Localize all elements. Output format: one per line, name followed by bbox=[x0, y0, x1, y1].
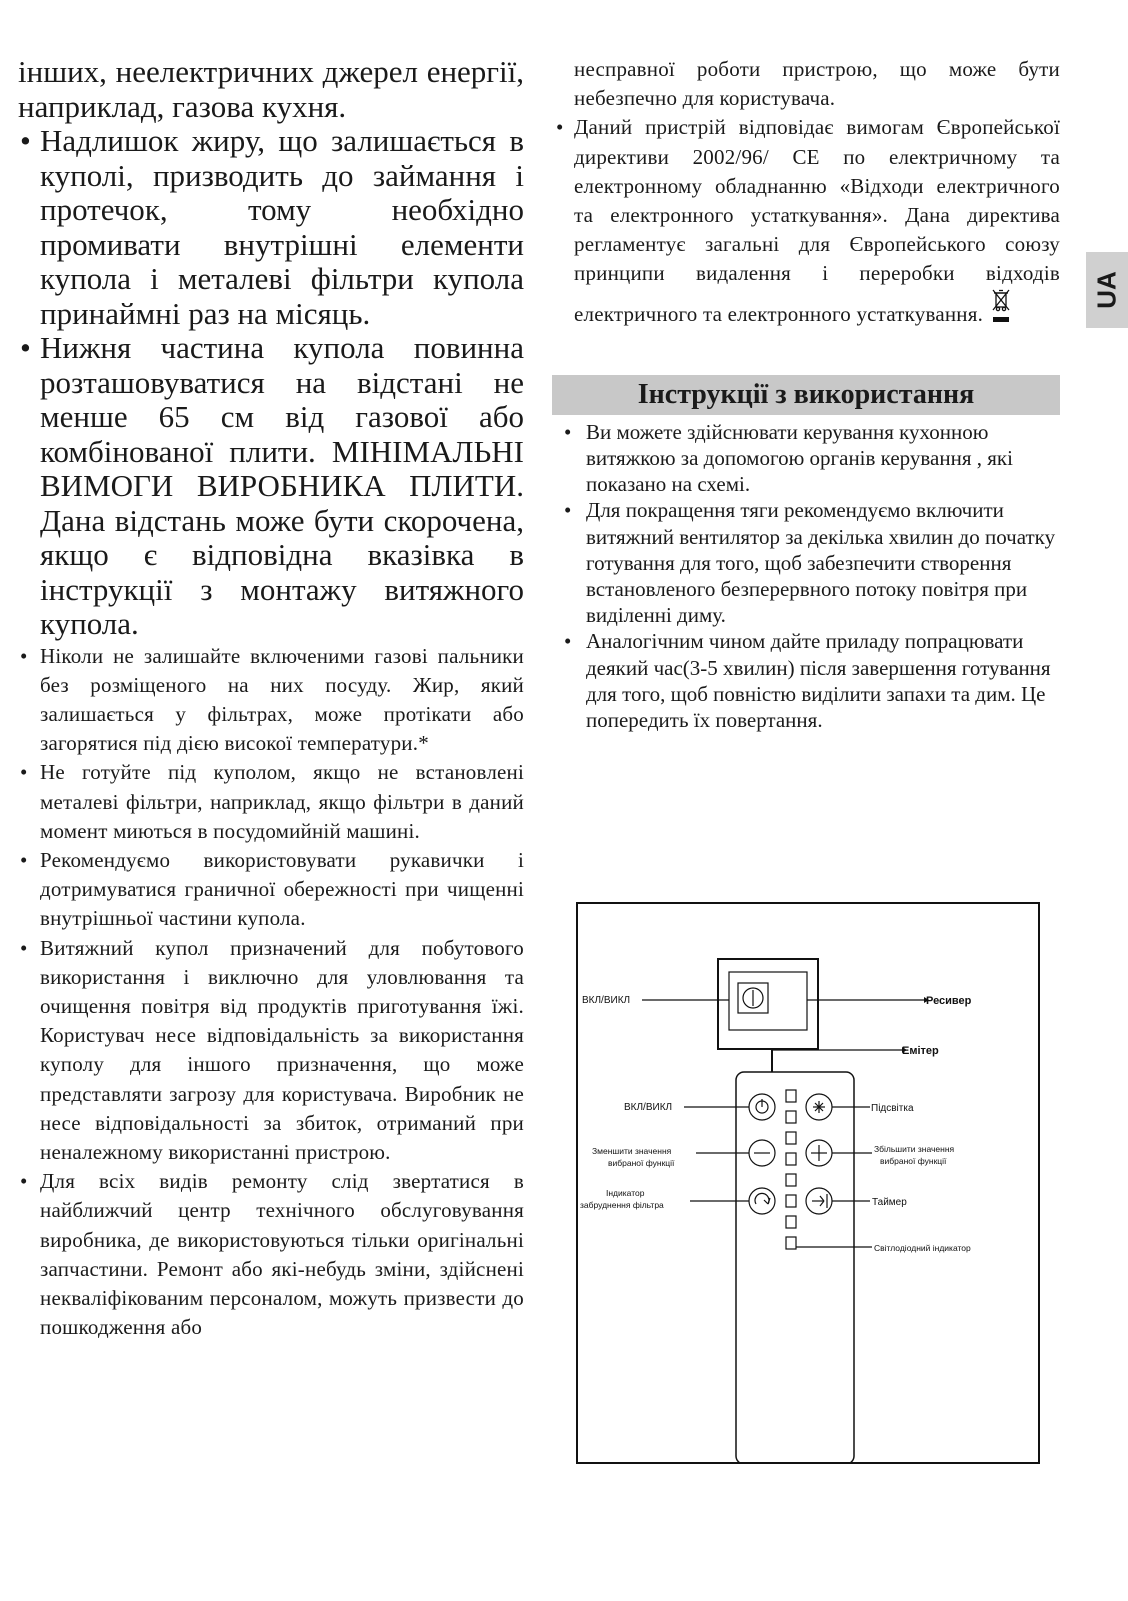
increase-label-2: вибраної функції bbox=[880, 1156, 947, 1166]
bullet-burners: • Ніколи не залишайте включеними газові пальники без розміщеного на них посуду. Жир, який залишається у фільтрах, може протікати або загорятися під дією високої температури.* bbox=[20, 643, 524, 756]
filter-label-2: забруднення фільтра bbox=[580, 1200, 664, 1210]
continuation-text: несправної роботи пристрою, що може бути небезпечно для користувача. bbox=[574, 57, 1060, 111]
lighting-label: Підсвітка bbox=[871, 1103, 914, 1114]
remote-body bbox=[736, 1072, 854, 1462]
bullet-repair: • Для всіх видів ремонту слід звертатися в найближчий центр технічного обслуговування виробника, де використовуються тільки оригінальні запчастини. Ремонт або які-небудь зміни, здійснені некваліфікованим персоналом, можуть призвести до пошкодження або bbox=[20, 1169, 524, 1340]
bullet-dot: • bbox=[20, 330, 31, 365]
decrease-label-2: вибраної функції bbox=[608, 1158, 675, 1168]
led-label: Світлодіодний індикатор bbox=[874, 1243, 971, 1253]
bullet-dot: • bbox=[20, 123, 31, 158]
emitter-label: Емітер bbox=[902, 1045, 939, 1057]
bullet-filters: • Не готуйте під куполом, якщо не встановлені металеві фільтри, наприклад, якщо фільтри в даний момент миються в посудомийній машині. bbox=[20, 760, 524, 843]
timer-label: Таймер bbox=[872, 1197, 907, 1208]
led-icon bbox=[786, 1216, 796, 1228]
instruction-controls: • Ви можете здійснювати керування кухонною витяжкою за допомогою органів керування , які показано на схемі. bbox=[564, 419, 1013, 497]
language-tab-label: UA bbox=[1091, 271, 1122, 309]
filter-label-1: Індикатор bbox=[606, 1188, 645, 1198]
crossed-out-bin-icon bbox=[991, 289, 1011, 333]
on-off-label: ВКЛ/ВИКЛ bbox=[624, 1102, 673, 1113]
decrease-label-1: Зменшити значення bbox=[592, 1146, 672, 1156]
led-icon bbox=[786, 1174, 796, 1186]
bullet-directive: • Даний пристрій відповідає вимогам Європейської директиви 2002/96/ CE по електричному та електронному обладнанню «Відходи електричного та електронного устаткування». Дана директива регламентує загальні для Європейського союзу принципи видалення і переробки відходів електричного та електронного устаткування. bbox=[560, 113, 1060, 332]
intro-text: інших, неелектричних джерел енергії, наприклад, газова кухня. bbox=[18, 54, 524, 124]
bullet-gloves: • Рекомендуємо використовувати рукавички і дотримуватися граничної обережності при чищенні внутрішньої частини купола. bbox=[20, 847, 524, 931]
bullet-dot: • bbox=[20, 935, 28, 960]
left-column bbox=[18, 55, 524, 1342]
led-icon bbox=[786, 1090, 796, 1102]
section-title: Інструкції з використання bbox=[552, 375, 1060, 415]
bullet-dot: • bbox=[20, 643, 28, 668]
right-column bbox=[556, 55, 1060, 733]
instruction-fan-start: • Для покращення тяги рекомендуємо включити витяжний вентилятор за декілька хвилин до початку готування для того, щоб забезпечити створення встановленого безперервного потоку повітря при виділенні диму. bbox=[564, 498, 1056, 628]
bullet-dot: • bbox=[564, 629, 572, 654]
bullet-distance: • Нижня частина купола повинна розташовуватися на відстані не менше 65 см від газової або комбінованої плити. МІНІМАЛЬНІ ВИМОГИ ВИРОБНИКА ПЛИТИ. Дана відстань може бути скорочена, якщо є відповідна вказівка в інструкції з монтажу витяжного купола. bbox=[20, 330, 524, 641]
led-icon bbox=[786, 1153, 796, 1165]
diagram-canvas bbox=[578, 904, 1038, 1462]
bullet-dot: • bbox=[20, 1169, 28, 1194]
bullet-dot: • bbox=[20, 847, 28, 872]
receiver-on-off-label: ВКЛ/ВИКЛ bbox=[582, 995, 631, 1006]
led-icon bbox=[786, 1195, 796, 1207]
bullet-dot: • bbox=[564, 498, 572, 523]
language-tab bbox=[1086, 252, 1128, 328]
bullet-dot: • bbox=[564, 419, 572, 444]
bullet-dot: • bbox=[20, 760, 28, 785]
instruction-fan-after: • Аналогічним чином дайте приладу попрацювати деякий час(3-5 хвилин) після завершення готування для того, щоб повністю виділити запахи та дим. Це попередить їх повертання. bbox=[564, 629, 1051, 733]
bullet-grease: • Надлишок жиру, що залишається в куполі, призводить до займання і протечок, тому необхідно промивати внутрішні елементи купола і металеві фільтри купола принаймні раз на місяць. bbox=[20, 123, 524, 331]
bullet-household: • Витяжний купол призначений для побутового використання і виключно для уловлювання та очищення повітря від продуктів приготування їжі. Користувач несе відповідальність за використання куполу для іншого призначення, що може представляти загрозу для користувача. Виробник не несе відповідальності за збиток, отриманий при неналежному використанні пристрою. bbox=[20, 935, 524, 1164]
filter-button-icon bbox=[749, 1188, 775, 1214]
led-icon bbox=[786, 1237, 796, 1249]
increase-label-1: Збільшити значення bbox=[874, 1144, 955, 1154]
led-icon bbox=[786, 1111, 796, 1123]
receiver-label: Ресивер bbox=[926, 995, 972, 1007]
led-icon bbox=[786, 1132, 796, 1144]
bullet-dot: • bbox=[556, 115, 564, 140]
control-panel-diagram bbox=[576, 902, 1040, 1464]
